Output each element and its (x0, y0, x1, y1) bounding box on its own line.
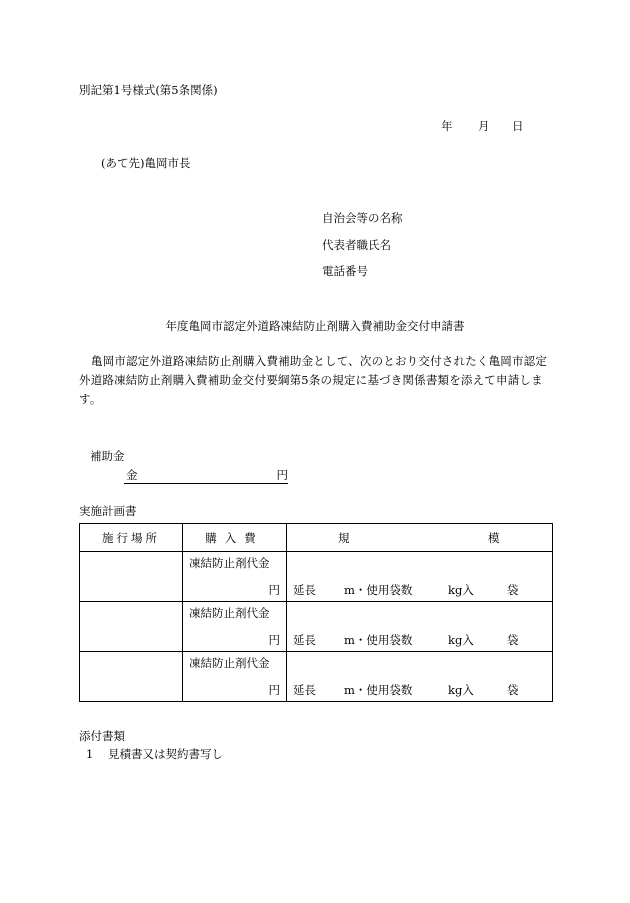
scale-length: 延長 (293, 633, 316, 647)
location-cell (80, 602, 183, 652)
plan-header-row (80, 524, 553, 552)
subsidy-amount-prefix: 金 (126, 468, 138, 482)
attachment-number: 1 (86, 747, 94, 761)
scale-bag-unit: 袋 (507, 583, 519, 597)
table-row (80, 602, 553, 652)
sender-representative: 代表者職氏名 (322, 238, 391, 252)
subsidy-amount-line (124, 467, 288, 484)
plan-title: 実施計画書 (79, 504, 137, 518)
scale-kg: kg入 (448, 633, 474, 647)
cost-cell (183, 652, 287, 702)
cost-cell (183, 552, 287, 602)
location-cell (80, 652, 183, 702)
header-cost: 購入費 (183, 524, 287, 552)
scale-kg: kg入 (448, 683, 474, 697)
addressee: (あて先)亀岡市長 (101, 156, 191, 170)
subsidy-amount-suffix: 円 (276, 468, 288, 482)
sender-org-name: 自治会等の名称 (322, 211, 403, 225)
body-text: 亀岡市認定外道路凍結防止剤購入費補助金として、次のとおり交付されたく亀岡市認定外道路凍結防止剤購入費補助金交付要綱第5条の規定に基づき関係書類を添えて申請します。 (79, 354, 548, 406)
attachment-item (86, 746, 223, 762)
form-id: 別記第1号様式(第5条関係) (79, 83, 218, 97)
scale-bags: m・使用袋数 (344, 583, 413, 597)
scale-kg: kg入 (448, 583, 474, 597)
scale-bags: m・使用袋数 (344, 683, 413, 697)
attachment-text: 見積書又は契約書写し (108, 747, 223, 761)
cost-yen: 円 (268, 683, 280, 697)
table-row (80, 552, 553, 602)
date-day: 日 (512, 119, 524, 133)
scale-bags: m・使用袋数 (344, 633, 413, 647)
document-title: 年度亀岡市認定外道路凍結防止剤購入費補助金交付申請書 (165, 319, 465, 333)
scale-cell (287, 652, 553, 702)
cost-label: 凍結防止剤代金 (189, 606, 270, 620)
scale-bag-unit: 袋 (507, 633, 519, 647)
date-month: 月 (478, 119, 490, 133)
sender-phone: 電話番号 (322, 264, 368, 278)
cost-yen: 円 (268, 633, 280, 647)
header-scale-right: 模 (488, 531, 500, 545)
header-scale-left: 規 (338, 531, 350, 545)
cost-cell (183, 602, 287, 652)
attachments-title: 添付書類 (79, 729, 125, 743)
header-location: 施行場所 (80, 524, 183, 552)
date-year: 年 (441, 119, 453, 133)
scale-cell (287, 552, 553, 602)
table-row (80, 652, 553, 702)
cost-yen: 円 (268, 583, 280, 597)
cost-label: 凍結防止剤代金 (189, 656, 270, 670)
subsidy-label: 補助金 (90, 449, 125, 463)
plan-table (79, 523, 553, 702)
location-cell (80, 552, 183, 602)
scale-cell (287, 602, 553, 652)
cost-label: 凍結防止剤代金 (189, 556, 270, 570)
scale-bag-unit: 袋 (507, 683, 519, 697)
scale-length: 延長 (293, 683, 316, 697)
scale-length: 延長 (293, 583, 316, 597)
header-scale (287, 524, 553, 552)
